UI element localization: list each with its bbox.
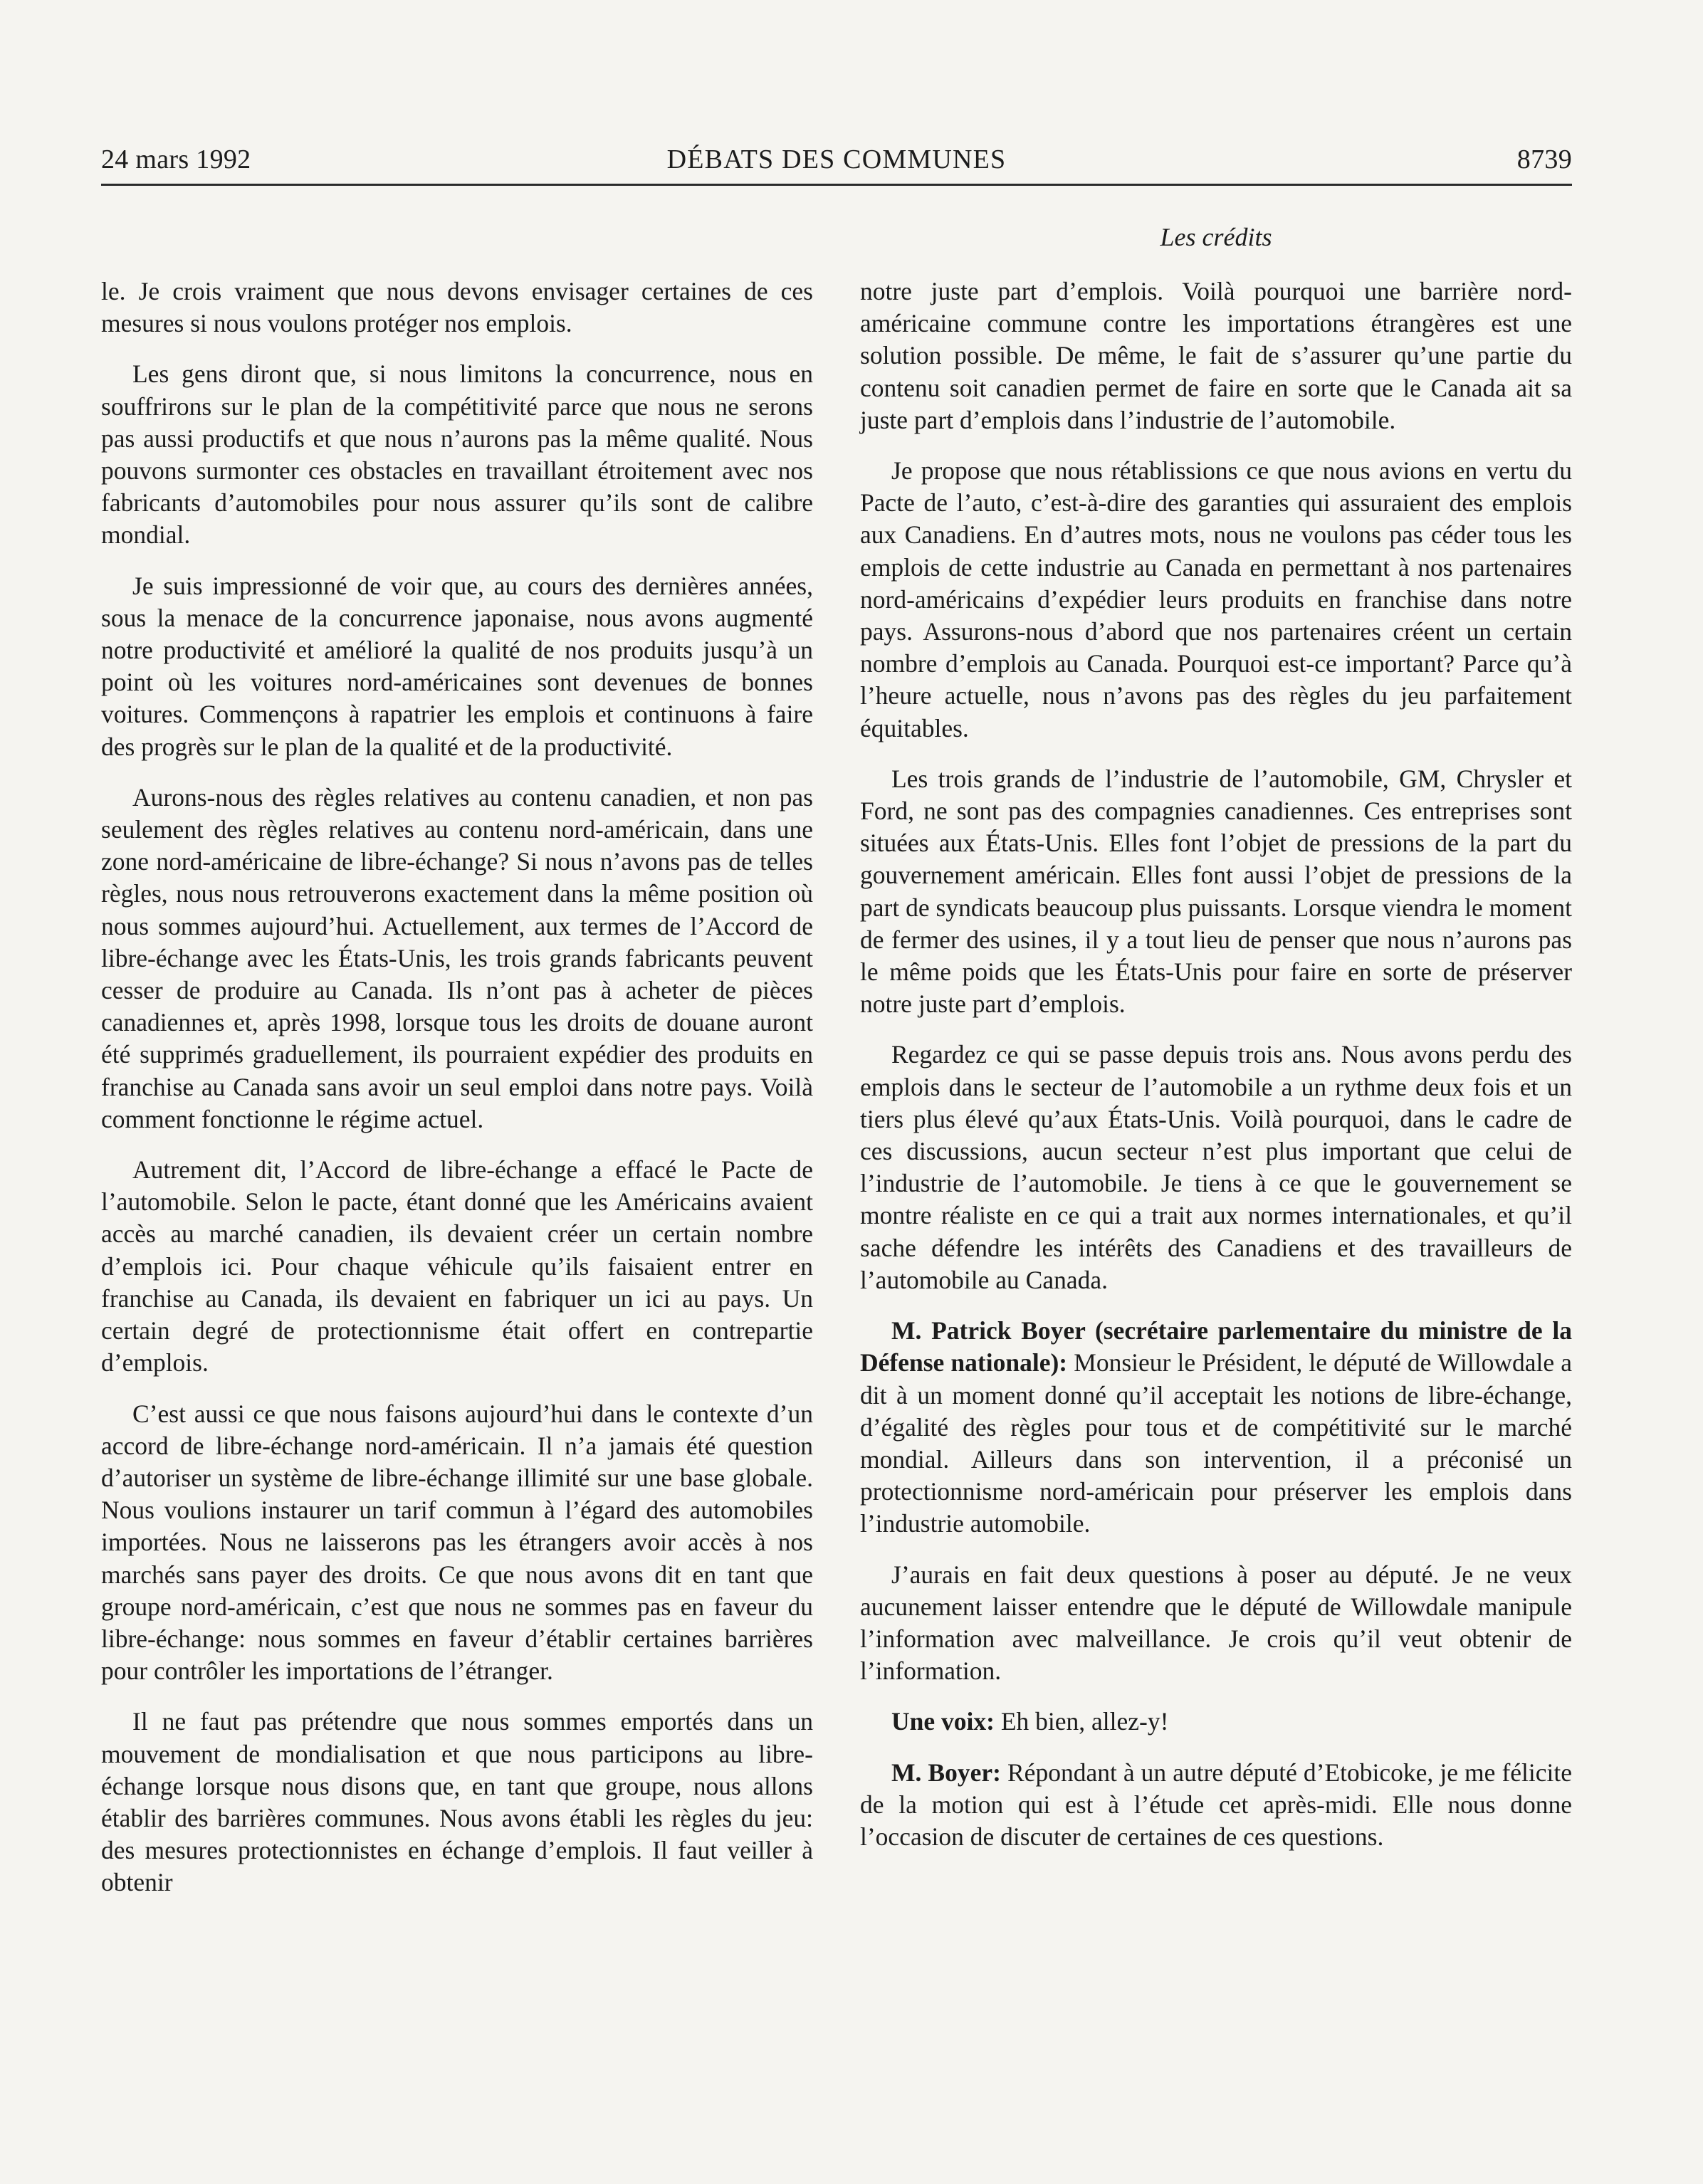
paragraph: Les trois grands de l’industrie de l’automobile, GM, Chrysler et Ford, ne sont pas des compagnies canadiennes. Ces entreprises sont situées aux États-Unis. Elles font l’objet de pressions de la part du gouvernement américain. Elles font aussi l’objet de pressions de la part de syndicats beaucoup plus puissants. Lorsque viendra le moment de fermer des usines, il y a tout lieu de penser que nous n’aurons pas le même poids que les États-Unis pour faire en sorte de préserver notre juste part d’emplois. [860,764,1572,1019]
header-date: 24 mars 1992 [101,145,251,174]
paragraph: Aurons-nous des règles relatives au contenu canadien, et non pas seulement des règles relatives au contenu nord-américain, dans une zone nord-américaine de libre-échange? Si nous n’avons pas de telles règles, nous nous retrouverons exactement dans la même position où nous sommes aujourd’hui. Actuellement, aux termes de l’Accord de libre-échange avec les États-Unis, les trois grands fabricants peuvent cesser de produire au Canada. Ils n’ont pas à acheter de pièces canadiennes et, après 1998, lorsque tous les droits de douane auront été supprimés graduellement, ils pourraient expédier des produits en franchise au Canada sans avoir un seul emploi dans notre pays. Voilà comment fonctionne le régime actuel. [101,782,813,1133]
paragraph: notre juste part d’emplois. Voilà pourquoi une barrière nord-américaine commune contre les importations étrangères est une solution possible. De même, le fait de s’assurer qu’une partie du contenu soit canadien permet de faire en sorte que le Canada ait sa juste part d’emplois dans l’industrie de l’automobile. [860,277,1572,434]
paragraph: Je propose que nous rétablissions ce que nous avions en vertu du Pacte de l’auto, c’est-à-dire des garanties qui assuraient des emplois aux Canadiens. En d’autres mots, nous ne voulons pas céder tous les emplois de cette industrie au Canada en permettant à nos partenaires nord-américains d’expédier leurs produits en franchise dans notre pays. Assurons-nous d’abord que nos partenaires créent un certain nombre d’emplois au Canada. Pourquoi est-ce important? Parce qu’à l’heure actuelle, nous n’avons pas des règles du jeu parfaitement équitables. [860,456,1572,742]
paragraph: Les gens diront que, si nous limitons la concurrence, nous en souffrirons sur le plan de la compétitivité parce que nous ne serons pas aussi productifs et que nous n’aurons pas la même qualité. Nous pouvons surmonter ces obstacles en travaillant étroitement avec nos fabricants d’automobiles pour nous assurer qu’ils sont de calibre mondial. [101,359,813,550]
paragraph: Je suis impressionné de voir que, au cours des dernières années, sous la menace de la concurrence japonaise, nous avons augmenté notre productivité et amélioré la qualité de nos produits jusqu’à un point où les voitures nord-américaines sont devenues de bonnes voitures. Commençons à rapatrier les emplois et continuons à faire des progrès sur le plan de la qualité et de la productivité. [101,571,813,761]
speaker-name: M. Patrick Boyer (secrétaire parlementaire du ministre de la Défense nationale): [860,1316,1572,1377]
running-head: Les crédits [1160,223,1272,251]
paragraph: le. Je crois vraiment que nous devons envisager certaines de ces mesures si nous voulons protéger nos emplois. [101,277,813,338]
page-number: 8739 [1516,145,1572,174]
paragraph: Autrement dit, l’Accord de libre-échange a effacé le Pacte de l’automobile. Selon le pacte, étant donné que les Américains avaient accès au marché canadien, ils devaient créer un certain nombre d’emplois ici. Pour chaque véhicule qu’ils faisaient entrer en franchise au Canada, ils devaient en fabriquer un ici au pays. Un certain degré de protectionnisme était offert en contrepartie d’emplois. [101,1155,813,1377]
paragraph: J’aurais en fait deux questions à poser au député. Je ne veux aucunement laisser entendre que le député de Willowdale manipule l’information avec malveillance. Je crois qu’il veut obtenir de l’information. [860,1560,1572,1686]
speech-interjection [860,1706,1572,1738]
speech-boyer-reply [860,1757,1572,1854]
publication-title: DÉBATS DES COMMUNES [666,145,1007,174]
speech-text: Eh bien, allez-y! [994,1707,1169,1736]
speaker-name: Une voix: [891,1707,995,1736]
page-header [101,144,1572,184]
paragraph: Il ne faut pas prétendre que nous sommes emportés dans un mouvement de mondialisation et que nous participons au libre-échange lorsque nous disons que, en tant que groupe, nous allons établir des barrières communes. Nous avons établi les règles du jeu: des mesures protectionnistes en échange d’emplois. Il faut veiller à obtenir [101,1707,813,1897]
paragraph: Regardez ce qui se passe depuis trois ans. Nous avons perdu des emplois dans le secteur de l’automobile a un rythme deux fois et un tiers plus élevé qu’aux États-Unis. Voilà pourquoi, dans le cadre de ces discussions, aucun secteur n’est plus important que celui de l’industrie de l’automobile. Je tiens à ce que le gouvernement se montre réaliste en ce qui a trait aux normes internationales, et qu’il sache défendre les intérêts des Canadiens et des travailleurs de l’automobile au Canada. [860,1040,1572,1294]
right-column [860,275,1572,1871]
speaker-name: M. Boyer: [891,1758,1001,1787]
speech-boyer [860,1315,1572,1540]
speech-text: Répondant à un autre député d’Etobicoke, je me félicite de la motion qui est à l’étude cet après-midi. Elle nous donne l’occasion de discuter de certaines de ces questions. [860,1758,1572,1851]
speech-text: Monsieur le Président, le député de Willowdale a dit à un moment donné qu’il acceptait les notions de libre-échange, d’égalité des règles pour tous et de compétitivité sur le marché mondial. Ailleurs dans son intervention, il a préconisé un protectionnisme nord-américain pour préserver les emplois dans l’industrie automobile. [860,1348,1572,1538]
paragraph: C’est aussi ce que nous faisons aujourd’hui dans le contexte d’un accord de libre-échange nord-américain. Il n’a jamais été question d’autoriser un système de libre-échange illimité sur une base globale. Nous voulions instaurer un tarif commun à l’égard des automobiles importées. Nous ne laisserons pas les étrangers avoir accès à nos marchés sans payer des droits. Ce que nous avons dit en tant que groupe nord-américain, c’est que nous ne sommes pas en faveur du libre-échange: nous sommes en faveur d’établir certaines barrières pour contrôler les importations de l’étranger. [101,1399,813,1686]
header-rule [101,184,1572,186]
left-column [101,275,813,1918]
